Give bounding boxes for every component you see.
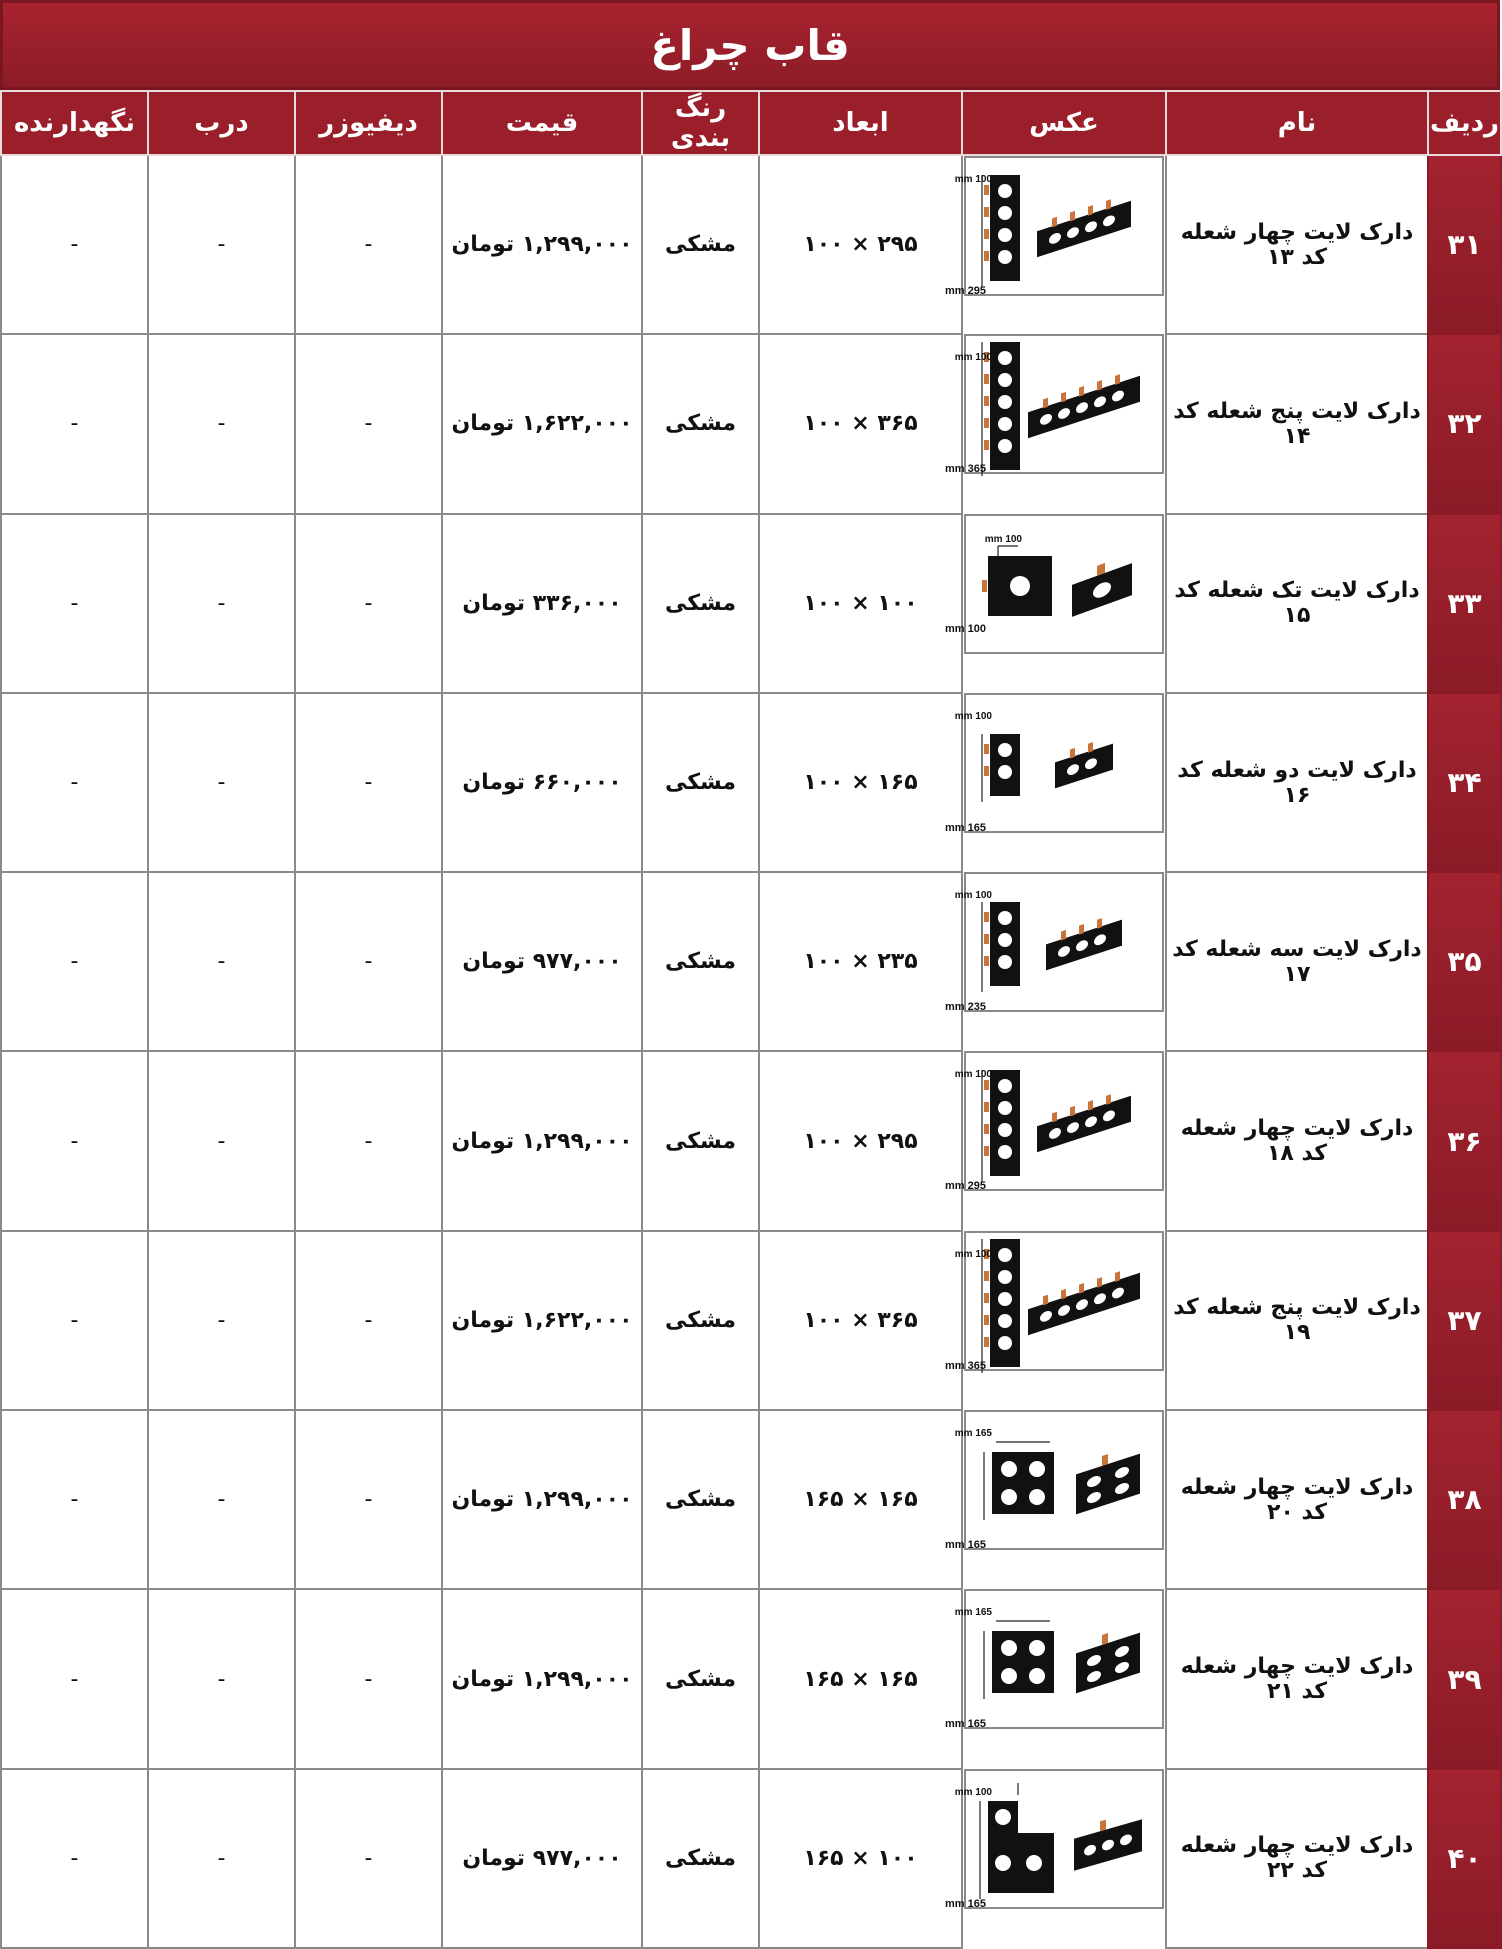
product-door: - xyxy=(148,334,295,513)
row-index: ۳۸ xyxy=(1428,1410,1501,1589)
product-dimensions: ۱۰۰ × ۱۰۰ xyxy=(759,514,962,693)
row-index: ۳۷ xyxy=(1428,1231,1501,1410)
product-diffuser: - xyxy=(295,155,442,334)
photo-width-label: 100 mm xyxy=(954,174,992,185)
table-row xyxy=(1,1769,1501,1948)
product-photo xyxy=(945,1771,1162,1911)
row-index: ۳۴ xyxy=(1428,693,1501,872)
product-photo xyxy=(945,1233,1162,1373)
header-dimensions: ابعاد xyxy=(759,91,962,155)
table-row xyxy=(1,1410,1501,1589)
row-index: ۳۵ xyxy=(1428,872,1501,1051)
product-holder: - xyxy=(1,1769,148,1948)
table-row xyxy=(1,514,1501,693)
table-row xyxy=(1,693,1501,872)
product-price: ۱,۶۲۲,۰۰۰ تومان xyxy=(442,334,642,513)
product-door: - xyxy=(148,1231,295,1410)
product-diffuser: - xyxy=(295,693,442,872)
photo-dimension-label: 295 mm xyxy=(945,1180,986,1193)
product-diffuser: - xyxy=(295,1231,442,1410)
photo-dimension-label: 165 mm xyxy=(945,1718,986,1731)
product-price: ۹۷۷,۰۰۰ تومان xyxy=(442,1769,642,1948)
product-dimensions: ۳۶۵ × ۱۰۰ xyxy=(759,1231,962,1410)
table-row xyxy=(1,1589,1501,1768)
product-name: دارک لایت چهار شعله کد ۲۱ xyxy=(1166,1589,1428,1768)
header-photo: عکس xyxy=(962,91,1166,155)
photo-dimension-label: 295 mm xyxy=(945,285,986,297)
product-photo xyxy=(945,158,1162,298)
photo-dimension-label: 100 mm xyxy=(945,622,986,635)
product-photo-cell xyxy=(945,1410,1164,1552)
product-door: - xyxy=(148,1769,295,1948)
product-photo-cell xyxy=(945,334,1164,476)
product-photo-cell xyxy=(945,693,1164,834)
photo-width-label: 165 mm xyxy=(954,1607,992,1619)
product-name: دارک لایت پنج شعله کد ۱۴ xyxy=(1166,334,1428,513)
photo-width-label: 100 mm xyxy=(954,710,992,722)
photo-width-label: 100 mm xyxy=(954,890,992,902)
header-diffuser: دیفیوزر xyxy=(295,91,442,155)
product-photo-cell xyxy=(945,514,1164,654)
photo-dimension-label: 365 mm xyxy=(945,463,986,476)
product-color: مشکی xyxy=(642,155,759,334)
product-price: ۱,۲۹۹,۰۰۰ تومان xyxy=(442,1589,642,1768)
photo-dimension-label: 365 mm xyxy=(945,1359,986,1372)
row-index: ۳۶ xyxy=(1428,1051,1501,1230)
product-holder: - xyxy=(1,334,148,513)
product-diffuser: - xyxy=(295,334,442,513)
product-holder: - xyxy=(1,1589,148,1768)
photo-width-label: 165 mm xyxy=(954,1428,992,1440)
product-diffuser: - xyxy=(295,1051,442,1230)
product-price: ۱,۶۲۲,۰۰۰ تومان xyxy=(442,1231,642,1410)
header-door: درب xyxy=(148,91,295,155)
product-photo xyxy=(945,1053,1162,1193)
product-door: - xyxy=(148,1051,295,1230)
table-row xyxy=(1,1051,1501,1230)
product-color: مشکی xyxy=(642,1231,759,1410)
product-name: دارک لایت سه شعله کد ۱۷ xyxy=(1166,872,1428,1051)
product-diffuser: - xyxy=(295,1769,442,1948)
product-dimensions: ۱۶۵ × ۱۶۵ xyxy=(759,1589,962,1768)
product-price: ۹۷۷,۰۰۰ تومان xyxy=(442,872,642,1051)
product-name: دارک لایت چهار شعله کد ۲۰ xyxy=(1166,1410,1428,1589)
photo-dimension-label: 165 mm xyxy=(945,821,986,834)
product-door: - xyxy=(148,872,295,1051)
product-name: دارک لایت چهار شعله کد ۱۳ xyxy=(1166,155,1428,334)
product-photo-cell xyxy=(945,1769,1164,1910)
table-row xyxy=(1,155,1501,334)
product-holder: - xyxy=(1,1231,148,1410)
product-dimensions: ۲۳۵ × ۱۰۰ xyxy=(759,872,962,1051)
header-index: ردیف xyxy=(1428,91,1501,155)
product-photo-cell xyxy=(945,1231,1164,1372)
product-diffuser: - xyxy=(295,1589,442,1768)
product-dimensions: ۱۶۵ × ۱۰۰ xyxy=(759,693,962,872)
table-row xyxy=(1,872,1501,1051)
product-holder: - xyxy=(1,1410,148,1589)
row-index: ۳۹ xyxy=(1428,1589,1501,1768)
product-color: مشکی xyxy=(642,1589,759,1768)
product-photo-cell xyxy=(945,1051,1164,1193)
product-color: مشکی xyxy=(642,334,759,513)
photo-width-label: 100 mm xyxy=(954,352,992,364)
product-dimensions: ۲۹۵ × ۱۰۰ xyxy=(759,155,962,334)
product-color: مشکی xyxy=(642,1410,759,1589)
row-index: ۴۰ xyxy=(1428,1769,1501,1948)
product-price: ۱,۲۹۹,۰۰۰ تومان xyxy=(442,1410,642,1589)
header-row xyxy=(1,91,1501,155)
product-dimensions: ۱۶۵ × ۱۶۵ xyxy=(759,1410,962,1589)
row-index: ۳۳ xyxy=(1428,514,1501,693)
product-price: ۶۶۰,۰۰۰ تومان xyxy=(442,693,642,872)
product-holder: - xyxy=(1,872,148,1051)
product-price: ۳۳۶,۰۰۰ تومان xyxy=(442,514,642,693)
product-dimensions: ۳۶۵ × ۱۰۰ xyxy=(759,334,962,513)
product-price: ۱,۲۹۹,۰۰۰ تومان xyxy=(442,155,642,334)
page-title: قاب چراغ xyxy=(0,0,1500,90)
product-door: - xyxy=(148,155,295,334)
product-color: مشکی xyxy=(642,872,759,1051)
product-holder: - xyxy=(1,1051,148,1230)
product-name: دارک لایت چهار شعله کد ۲۲ xyxy=(1166,1769,1428,1948)
product-name: دارک لایت چهار شعله کد ۱۸ xyxy=(1166,1051,1428,1230)
product-holder: - xyxy=(1,155,148,334)
photo-dimension-label: 165 mm xyxy=(945,1539,986,1552)
product-name: دارک لایت دو شعله کد ۱۶ xyxy=(1166,693,1428,872)
product-name: دارک لایت پنج شعله کد ۱۹ xyxy=(1166,1231,1428,1410)
photo-width-label: 100 mm xyxy=(954,1248,992,1260)
header-price: قیمت xyxy=(442,91,642,155)
product-diffuser: - xyxy=(295,872,442,1051)
product-door: - xyxy=(148,1589,295,1768)
photo-dimension-label: 165 mm xyxy=(945,1897,986,1910)
header-color: رنگ بندی xyxy=(642,91,759,155)
product-price: ۱,۲۹۹,۰۰۰ تومان xyxy=(442,1051,642,1230)
product-photo-cell xyxy=(945,156,1164,297)
product-photo-cell xyxy=(945,872,1164,1014)
product-dimensions: ۲۹۵ × ۱۰۰ xyxy=(759,1051,962,1230)
table-row xyxy=(1,1231,1501,1410)
product-diffuser: - xyxy=(295,1410,442,1589)
product-color: مشکی xyxy=(642,693,759,872)
product-photo xyxy=(945,1412,1162,1552)
product-photo xyxy=(945,695,1162,835)
product-holder: - xyxy=(1,693,148,872)
photo-width-label: 100 mm xyxy=(984,533,1022,545)
product-color: مشکی xyxy=(642,514,759,693)
product-photo xyxy=(945,516,1162,656)
photo-dimension-label: 235 mm xyxy=(945,1001,986,1014)
row-index: ۳۱ xyxy=(1428,155,1501,334)
product-dimensions: ۱۰۰ × ۱۶۵ xyxy=(759,1769,962,1948)
photo-width-label: 100 mm xyxy=(954,1786,992,1798)
product-door: - xyxy=(148,693,295,872)
product-door: - xyxy=(148,1410,295,1589)
header-name: نام xyxy=(1166,91,1428,155)
product-diffuser: - xyxy=(295,514,442,693)
product-photo xyxy=(945,336,1162,476)
table-row xyxy=(1,334,1501,513)
product-photo-cell xyxy=(945,1589,1164,1731)
photo-width-label: 100 mm xyxy=(954,1069,992,1081)
row-index: ۳۲ xyxy=(1428,334,1501,513)
header-holder: نگهدارنده xyxy=(1,91,148,155)
product-door: - xyxy=(148,514,295,693)
product-photo xyxy=(945,874,1162,1014)
product-table xyxy=(0,90,1502,1949)
product-color: مشکی xyxy=(642,1051,759,1230)
product-holder: - xyxy=(1,514,148,693)
product-color: مشکی xyxy=(642,1769,759,1948)
product-photo xyxy=(945,1591,1162,1731)
product-name: دارک لایت تک شعله کد ۱۵ xyxy=(1166,514,1428,693)
